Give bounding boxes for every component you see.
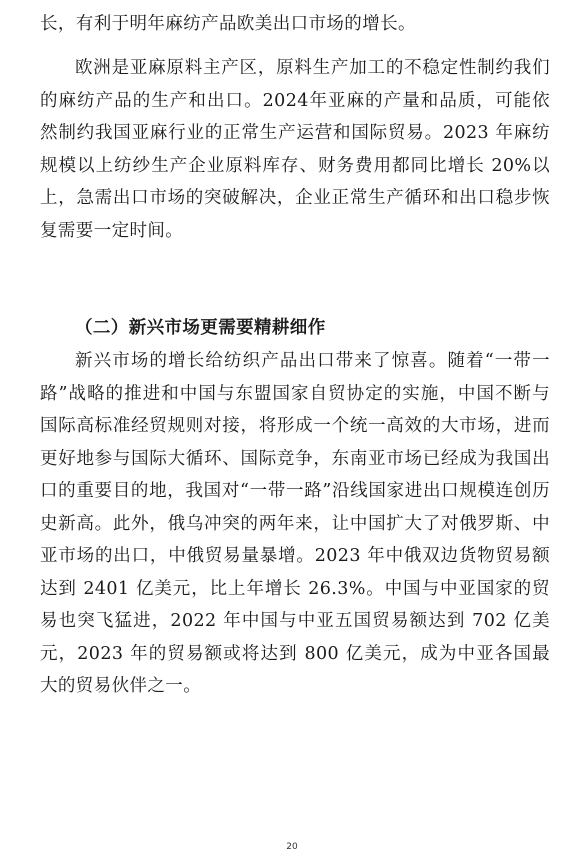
paragraph-emerging-markets: 新兴市场的增长给纺织产品出口带来了惊喜。随着“一带一路”战略的推进和中国与东盟国家自贸协定的实施，中国不断与国际高标准经贸规则对接，将形成一个统一高效的大市场，进而更好地参与国际大循环、国际竞争，东南亚市场已经成为我国出口的重要目的地，我国对“一带一路”沿线国家进出口规模连创历史新高。此外，俄乌冲突的两年来，让中国扩大了对俄罗斯、中亚市场的出口，中俄贸易量暴增。2023 年中俄双边货物贸易额达到 2401 亿美元，比上年增长 26.3%。中国与中亚国家的贸易也突飞猛进，2022 年中国与中亚五国贸易额达到 702 亿美元，2023 年的贸易额或将达到 800 亿美元，成为中亚各国最大的贸易伙伴之一。 <box>40 351 550 696</box>
page-number: 20 <box>286 842 298 852</box>
paragraph-europe-flax: 欧洲是亚麻原料主产区，原料生产加工的不稳定性制约我们的麻纺产品的生产和出口。2024年亚麻的产量和品质，可能依然制约我国亚麻行业的正常生产运营和国际贸易。2023 年麻纺规模以上纺纱生产企业原料库存、财务费用都同比增长 20%以上，急需出口市场的突破解决，企业正常生产循环和出口稳步恢复需要一定时间。 <box>40 58 550 241</box>
section-heading: （二）新兴市场更需要精耕细作 <box>75 318 326 338</box>
paragraph-continuation: 长，有利于明年麻纺产品欧美出口市场的增长。 <box>40 14 416 34</box>
